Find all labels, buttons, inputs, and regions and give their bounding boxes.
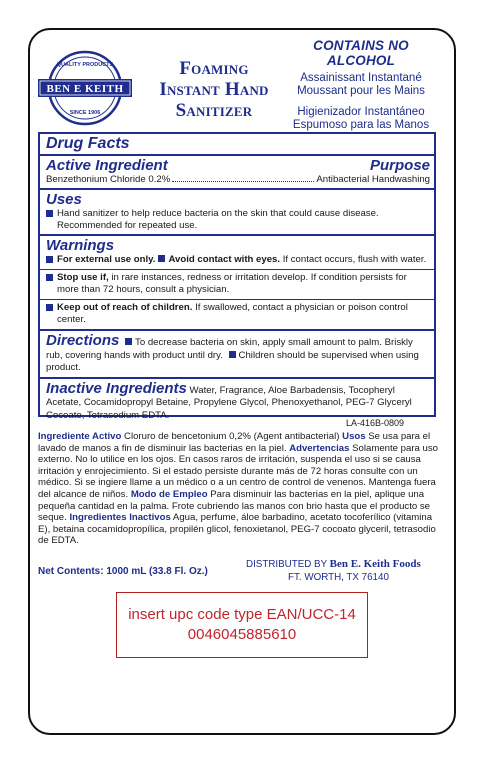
purpose-heading: Purpose [369, 157, 430, 174]
upc-placeholder-box [116, 592, 368, 658]
distributor-name: Ben E. Keith Foods [329, 558, 421, 570]
logo-top-text: QUALITY PRODUCTS [56, 62, 114, 68]
logo-bottom-text: SINCE 1906 [69, 110, 101, 116]
title-line-1: Foaming [179, 58, 249, 79]
spanish-drug-facts [38, 431, 440, 547]
uses-heading: Uses [46, 191, 82, 208]
spanish-name [286, 106, 436, 132]
es-active-text: Cloruro de bencetonium 0,2% (Agent antibacterial) [124, 431, 340, 442]
active-ingredient-value: Benzethonium Chloride 0.2% [46, 174, 171, 185]
product-code: LA-416B-0809 [346, 418, 405, 428]
warning-eyes-text: If contact occurs, flush with water. [282, 254, 427, 265]
title-line-2: Instant Hand [159, 79, 269, 100]
bullet-square-icon [158, 255, 165, 262]
french-line-2: Moussant pour les Mains [297, 85, 425, 97]
uses-text: Hand sanitizer to help reduce bacteria on the skin that could cause disease. Recommended for repeated use. [57, 208, 379, 231]
no-alcohol-claim: CONTAINS NO ALCOHOL [313, 38, 409, 68]
net-contents: Net Contents: 1000 mL (33.8 Fl. Oz.) [38, 566, 208, 577]
es-directions-heading: Modo de Empleo [130, 488, 208, 500]
stop-use-bold: Stop use if, [57, 272, 109, 283]
distributed-by-label: DISTRIBUTED BY [246, 559, 327, 570]
active-ingredient-section [40, 154, 434, 188]
logo-text: BEN E KEITH [46, 83, 124, 95]
uses-section [40, 188, 434, 234]
bullet-square-icon [46, 304, 53, 311]
french-line-1: Assainissant Instantané [300, 72, 422, 84]
stop-use-section [40, 269, 434, 299]
inactive-text: Water, Fragrance, Aloe Barbadensis, Tocopheryl Acetate, Cocamidopropyl Betaine, Propylene Glycol, Phenoxyethanol, PEG-7 Glyceryl Cocoate, Tetrasodium EDTA. [46, 384, 412, 421]
es-warnings-heading: Advertencias [289, 442, 350, 454]
keep-out-section [40, 299, 434, 329]
inactive-heading: Inactive Ingredients [46, 379, 187, 397]
es-warnings-text: Solamente para uso externo. No lo utilice en los ojos. En casos raros de irritación, suspenda el uso si se causa irritación y enrojecimiento. Si el estado persiste durante más de 72 horas consulte con un médico. Si se ingiere llame a un médico o a un centro de control de venenos. Mantenga fuera del alcance de niños. [38, 442, 438, 500]
es-active-heading: Ingrediente Activo [38, 431, 122, 442]
inactive-ingredients-section [40, 377, 434, 425]
stop-use-text: in rare instances, redness or irritation develop. If condition persists for more than 72 hours, consult a physician. [57, 272, 407, 295]
french-name [286, 72, 436, 98]
warning-external-use: For external use only. [57, 254, 156, 265]
title-line-3: Sanitizer [175, 100, 253, 121]
upc-instruction: insert upc code type EAN/UCC-14 [128, 606, 356, 623]
warnings-section [40, 234, 434, 269]
ben-e-keith-logo [36, 46, 134, 130]
es-uses-text: Se usa para el lavado de manos a fin de disminuir las bacterias en la piel. [38, 431, 431, 454]
bullet-square-icon [46, 256, 53, 263]
directions-text-1: To decrease bacteria on skin, apply small amount to palm. Briskly rub, covering hands with product until dry. [46, 337, 413, 361]
keep-out-bold: Keep out of reach of children. [57, 302, 193, 313]
drug-facts-header [40, 134, 434, 154]
drug-facts-heading: Drug Facts [46, 135, 130, 152]
dot-leader [172, 181, 314, 182]
purpose-value: Antibacterial Handwashing [316, 174, 430, 185]
product-title [140, 58, 288, 121]
es-inactive-text: Agua, perfume, áloe barbadino, acetato tocoferílico (vitamina E), betaina cocamidopropílica, propilén glicol, fenoxietanol, PEG-7 cocoato glyceril, tetrasodio de EDTA. [38, 512, 436, 547]
distributor-city: FT. WORTH, TX 76140 [288, 572, 389, 583]
keep-out-text: If swallowed, contact a physician or poison control center. [57, 302, 408, 325]
directions-text-2: Children should be supervised when using product. [46, 349, 419, 373]
bullet-square-icon [229, 351, 236, 358]
header-right [286, 38, 436, 132]
warnings-heading: Warnings [46, 237, 115, 254]
es-uses-heading: Usos [342, 431, 366, 442]
es-inactive-heading: Ingredientes Inactivos [69, 512, 171, 524]
active-ingredient-heading: Active Ingredient [46, 157, 168, 174]
bullet-square-icon [125, 338, 132, 345]
warning-eyes: Avoid contact with eyes. [168, 254, 281, 265]
spanish-line-2: Espumoso para las Manos [292, 119, 430, 131]
es-directions-text: Para disminuir las bacterias en la piel, aplique una pequeña cantidad en la palma. Frote cubriendo las manos con brio hasta que el producto se seque. [38, 488, 430, 524]
spanish-line-1: Higienizador Instantáneo [297, 106, 425, 118]
upc-number: 0046045885610 [187, 626, 297, 643]
directions-heading: Directions [46, 332, 120, 349]
bullet-square-icon [46, 274, 53, 281]
distributor-block [246, 558, 421, 584]
directions-section [40, 329, 434, 377]
bullet-square-icon [46, 210, 53, 217]
drug-facts-panel [38, 132, 436, 421]
